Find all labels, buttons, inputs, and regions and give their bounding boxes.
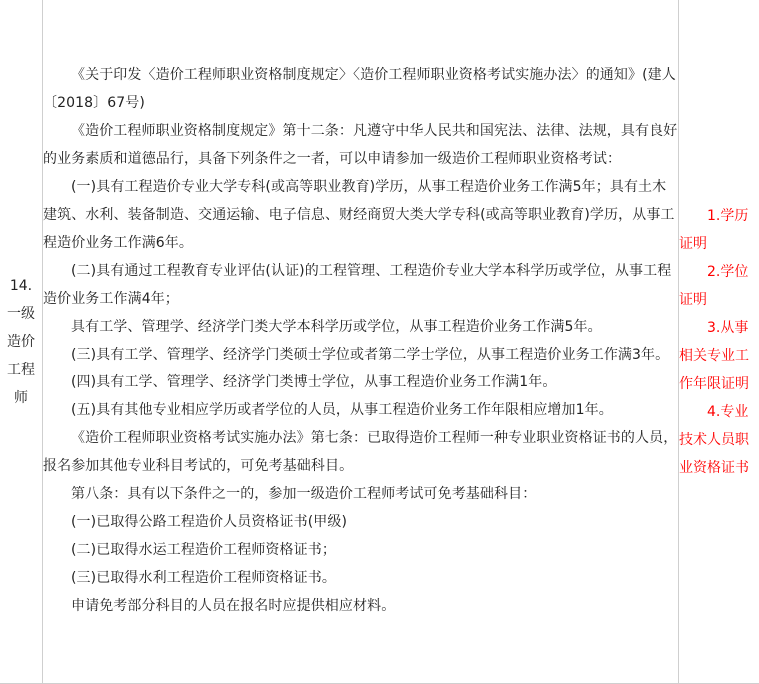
item-label: 14.一级造价工程师 bbox=[4, 272, 38, 412]
notice-title: 《关于印发〈造价工程师职业资格制度规定〉〈造价工程师职业资格考试实施办法〉的通知》(建人〔2018〕67号) bbox=[43, 62, 678, 118]
condition-2a: (二)具有通过工程教育专业评估(认证)的工程管理、工程造价专业大学本科学历或学位，从事工程造价业务工作满4年； bbox=[43, 258, 678, 314]
exemption-1: (一)已取得公路工程造价人员资格证书(甲级) bbox=[43, 509, 678, 537]
exemption-3: (三)已取得水利工程造价工程师资格证书。 bbox=[43, 565, 678, 593]
material-item: 2.学位证明 bbox=[679, 258, 759, 314]
item-label-cell bbox=[0, 0, 43, 684]
condition-2b: 具有工学、管理学、经济学门类大学本科学历或学位，从事工程造价业务工作满5年。 bbox=[43, 314, 678, 342]
condition-3: (三)具有工学、管理学、经济学门类硕士学位或者第二学士学位，从事工程造价业务工作满3年。 bbox=[43, 342, 678, 370]
exemption-2: (二)已取得水运工程造价工程师资格证书； bbox=[43, 537, 678, 565]
requirements-cell bbox=[43, 0, 679, 684]
material-item: 4.专业技术人员职业资格证书 bbox=[679, 398, 759, 482]
condition-5: (五)具有其他专业相应学历或者学位的人员，从事工程造价业务工作年限相应增加1年。 bbox=[43, 397, 678, 425]
materials-cell bbox=[679, 0, 759, 684]
condition-4: (四)具有工学、管理学、经济学门类博士学位，从事工程造价业务工作满1年。 bbox=[43, 369, 678, 397]
article-12-intro: 《造价工程师职业资格制度规定》第十二条：凡遵守中华人民共和国宪法、法律、法规，具有良好的业务素质和道德品行，具备下列条件之一者，可以申请参加一级造价工程师职业资格考试： bbox=[43, 118, 678, 174]
exemption-note: 申请免考部分科目的人员在报名时应提供相应材料。 bbox=[43, 593, 678, 621]
material-item: 1.学历证明 bbox=[679, 202, 759, 258]
material-item: 3.从事相关专业工作年限证明 bbox=[679, 314, 759, 398]
condition-1: (一)具有工程造价专业大学专科(或高等职业教育)学历，从事工程造价业务工作满5年；具有土木建筑、水利、装备制造、交通运输、电子信息、财经商贸大类大学专科(或高等职业教育)学历，从事工程造价业务工作满6年。 bbox=[43, 174, 678, 258]
article-7: 《造价工程师职业资格考试实施办法》第七条：已取得造价工程师一种专业职业资格证书的人员，报名参加其他专业科目考试的，可免考基础科目。 bbox=[43, 425, 678, 481]
requirements-text bbox=[43, 62, 678, 620]
materials-list bbox=[679, 202, 759, 482]
article-8: 第八条：具有以下条件之一的，参加一级造价工程师考试可免考基础科目： bbox=[43, 481, 678, 509]
